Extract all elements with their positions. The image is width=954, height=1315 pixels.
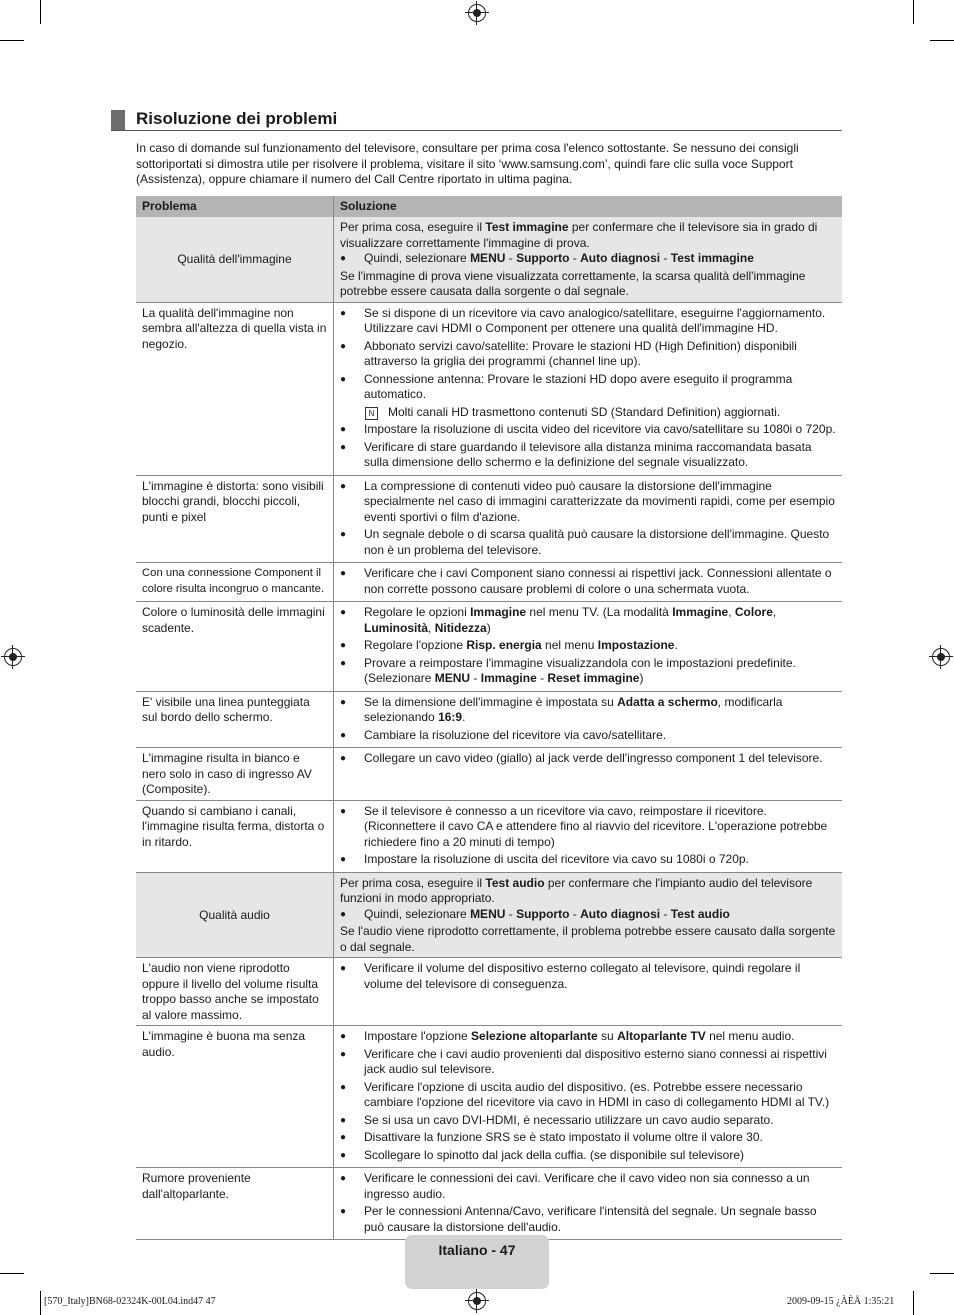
crop-mark — [930, 1273, 954, 1274]
solution-bullet: ● Quindi, selezionare MENU - Supporto - Auto diagnosi - Test audio — [340, 907, 836, 923]
registration-mark-icon — [468, 4, 486, 22]
solution-bullet: ● Verificare che i cavi Component siano connessi ai rispettivi jack. Connessioni allentate o non corrette possono causare problemi di colore o una schermata vuota. — [340, 566, 836, 597]
problem-cell: L'audio non viene riprodotto oppure il livello del volume risulta troppo basso anche se impostato al valore massimo. — [136, 958, 334, 1026]
print-slug-left: [570_Italy]BN68-02324K-00L04.ind47 47 — [44, 1296, 216, 1307]
solution-bullet: ● Verificare l'opzione di uscita audio del dispositivo. (es. Potrebbe essere necessario cambiare l'opzione del ricevitore via cavo in HDMI in caso di collegamento HDMI al TV.) — [340, 1080, 836, 1111]
solution-bullet: ● Regolare le opzioni Immagine nel menu TV. (La modalità Immagine, Colore, Luminosità, Nitidezza) — [340, 605, 836, 636]
crop-mark — [0, 40, 24, 41]
solution-cell — [334, 748, 843, 801]
problem-cell: Colore o luminosità delle immagini scadente. — [136, 602, 334, 692]
solution-bullet: ● Se si usa un cavo DVI-HDMI, è necessario utilizzare un cavo audio separato. — [340, 1113, 836, 1129]
solution-bullet: ● Disattivare la funzione SRS se è stato impostato il volume oltre il valore 30. — [340, 1130, 836, 1146]
solution-bullet: ● Collegare un cavo video (giallo) al jack verde dell'ingresso component 1 del televisore. — [340, 751, 836, 767]
problem-cell: Qualità dell'immagine — [136, 217, 334, 302]
crop-mark — [40, 1291, 41, 1315]
page-title: Risoluzione dei problemi — [136, 109, 338, 128]
solution-cell — [334, 1026, 843, 1168]
solution-list — [340, 566, 836, 597]
troubleshooting-table — [136, 196, 842, 1240]
page-number: Italiano - 47 — [438, 1242, 516, 1258]
note-item — [340, 405, 836, 421]
solution-bullet: ● Se si dispone di un ricevitore via cavo analogico/satellitare, eseguirne l'aggiornamento. Utilizzare cavi HDMI o Component per ottenere una qualità dell'immagine HD. — [340, 306, 836, 337]
table-row — [136, 800, 842, 872]
registration-mark-icon — [4, 648, 22, 666]
solution-bullet: ● Verificare le connessioni dei cavi. Verificare che il cavo video non sia connesso a un ingresso audio. — [340, 1171, 836, 1202]
table-row — [136, 958, 842, 1026]
solution-bullet: ● Quindi, selezionare MENU - Supporto - Auto diagnosi - Test immagine — [340, 251, 836, 267]
crop-mark — [40, 0, 41, 24]
problem-cell: Quando si cambiano i canali, l'immagine risulta ferma, distorta o in ritardo. — [136, 800, 334, 872]
problem-cell: E' visibile una linea punteggiata sul bordo dello schermo. — [136, 691, 334, 748]
solution-bullet: ● Impostare la risoluzione di uscita del ricevitore via cavo su 1080i o 720p. — [340, 852, 836, 868]
problem-cell: L'immagine risulta in bianco e nero solo in caso di ingresso AV (Composite). — [136, 748, 334, 801]
problem-cell: La qualità dell'immagine non sembra all'altezza di quella vista in negozio. — [136, 302, 334, 475]
solution-bullet: ● Impostare l'opzione Selezione altoparlante su Altoparlante TV nel menu audio. — [340, 1029, 836, 1045]
crop-mark — [0, 1273, 24, 1274]
solution-text: Se l'immagine di prova viene visualizzata correttamente, la scarsa qualità dell'immagine potrebbe essere causata dalla sorgente o dal segnale. — [340, 268, 806, 298]
note-icon: N — [365, 407, 378, 420]
solution-cell — [334, 872, 843, 958]
table-row — [136, 748, 842, 801]
table-row — [136, 1168, 842, 1240]
table-row — [136, 872, 842, 958]
solution-list — [340, 1029, 836, 1163]
solution-bullet: ● Abbonato servizi cavo/satellite: Provare le stazioni HD (High Definition) disponibili attraverso la griglia dei programmi (channel line up). — [340, 339, 836, 370]
solution-list — [340, 1171, 836, 1235]
crop-mark — [930, 40, 954, 41]
solution-cell — [334, 1168, 843, 1240]
problem-cell: Qualità audio — [136, 872, 334, 958]
solution-bullet: ● Connessione antenna: Provare le stazioni HD dopo avere eseguito il programma automatico. — [340, 372, 836, 403]
crop-mark — [913, 1291, 914, 1315]
table-row — [136, 691, 842, 748]
solution-cell — [334, 563, 843, 602]
solution-bullet: ● Provare a reimpostare l'immagine visualizzandola con le impostazioni predefinite. (Selezionare MENU - Immagine - Reset immagine) — [340, 656, 836, 687]
solution-text: Per prima cosa, eseguire il Test immagine per confermare che il televisore sia in grado di visualizzare correttamente l'immagine di prova. — [340, 220, 818, 250]
solution-bullet: ● Cambiare la risoluzione del ricevitore via cavo/satellitare. — [340, 728, 836, 744]
solution-bullet: ● Verificare il volume del dispositivo esterno collegato al televisore, quindi regolare il volume del televisore di conseguenza. — [340, 961, 836, 992]
header-solution: Soluzione — [334, 196, 843, 217]
solution-note: N Molti canali HD trasmettono contenuti SD (Standard Definition) aggiornati. — [340, 405, 836, 421]
registration-mark-icon — [932, 648, 950, 666]
solution-bullet: ● Verificare che i cavi audio provenienti dal dispositivo esterno siano connessi ai rispettivi jack audio sul televisore. — [340, 1047, 836, 1078]
solution-list — [340, 751, 836, 767]
problem-cell: L'immagine è distorta: sono visibili blocchi grandi, blocchi piccoli, punti e pixel — [136, 475, 334, 563]
solution-cell — [334, 691, 843, 748]
solution-bullet: ● Regolare l'opzione Risp. energia nel menu Impostazione. — [340, 638, 836, 654]
title-rule — [111, 130, 842, 131]
solution-bullet: ● Per le connessioni Antenna/Cavo, verificare l'intensità del segnale. Un segnale basso può causare la distorsione dell'audio. — [340, 1204, 836, 1235]
solution-text: Per prima cosa, eseguire il Test audio per confermare che l'impianto audio del televisore funzioni in modo appropriato. — [340, 875, 813, 905]
solution-bullet: ● Scollegare lo spinotto dal jack della cuffia. (se disponibile sul televisore) — [340, 1148, 836, 1164]
solution-list — [340, 479, 836, 559]
table-row — [136, 217, 842, 302]
solution-list — [340, 695, 836, 744]
header-problem: Problema — [136, 196, 334, 217]
table-row — [136, 302, 842, 475]
solution-cell — [334, 475, 843, 563]
solution-cell — [334, 958, 843, 1026]
solution-list — [340, 804, 836, 868]
solution-bullet: ● La compressione di contenuti video può causare la distorsione dell'immagine specialmente nel caso di immagini caratterizzate da movimenti rapidi, come per esempio eventi sportivi o film d'azione. — [340, 479, 836, 526]
solution-cell — [334, 217, 843, 302]
crop-mark — [913, 0, 914, 24]
table-row — [136, 475, 842, 563]
solution-bullet: ● Se il televisore è connesso a un ricevitore via cavo, reimpostare il ricevitore. (Riconnettere il cavo CA e attendere fino al riavvio del ricevitore. L'operazione potrebbe richiedere fino a 20 minuti di tempo) — [340, 804, 836, 851]
problem-cell: Rumore proveniente dall'altoparlante. — [136, 1168, 334, 1240]
solution-bullet: ● Se la dimensione dell'immagine è impostata su Adatta a schermo, modificarla selezionando 16:9. — [340, 695, 836, 726]
table-row — [136, 563, 842, 602]
table-row — [136, 602, 842, 692]
solution-list — [340, 961, 836, 992]
solution-list — [340, 306, 836, 471]
solution-list — [340, 907, 836, 923]
solution-bullet: ● Impostare la risoluzione di uscita video del ricevitore via cavo/satellitare su 1080i o 720p. — [340, 422, 836, 438]
solution-text: Se l'audio viene riprodotto correttamente, il problema potrebbe essere causato dalla sorgente o dal segnale. — [340, 924, 836, 954]
title-accent-bar — [111, 110, 125, 131]
intro-paragraph: In caso di domande sul funzionamento del televisore, consultare per prima cosa l'elenco sottostante. Se nessuno dei consigli sottoriportati si dimostra utile per risolvere il problema, visitare il sito ‘www.samsung.com’, quindi fare clic sulla voce Support (Assistenza), oppure chiamare il numero del Call Centre riportato in ultima pagina. — [136, 141, 799, 186]
table-body — [136, 217, 842, 1240]
solution-list — [340, 251, 836, 267]
solution-cell — [334, 602, 843, 692]
solution-cell — [334, 302, 843, 475]
solution-bullet: ● Verificare di stare guardando il televisore alla distanza minima raccomandata basata sulla dimensione dello schermo e la definizione del segnale visualizzato. — [340, 440, 836, 471]
solution-cell — [334, 800, 843, 872]
print-slug-right: 2009-09-15 ¿ÀÈÄ 1:35:21 — [787, 1296, 895, 1307]
solution-list — [340, 605, 836, 687]
table-row — [136, 1026, 842, 1168]
problem-cell: L'immagine è buona ma senza audio. — [136, 1026, 334, 1168]
registration-mark-icon — [468, 1292, 486, 1310]
solution-bullet: ● Un segnale debole o di scarsa qualità può causare la distorsione dell'immagine. Questo non è un problema del televisore. — [340, 527, 836, 558]
problem-cell: Con una connessione Component il colore risulta incongruo o mancante. — [136, 563, 334, 602]
